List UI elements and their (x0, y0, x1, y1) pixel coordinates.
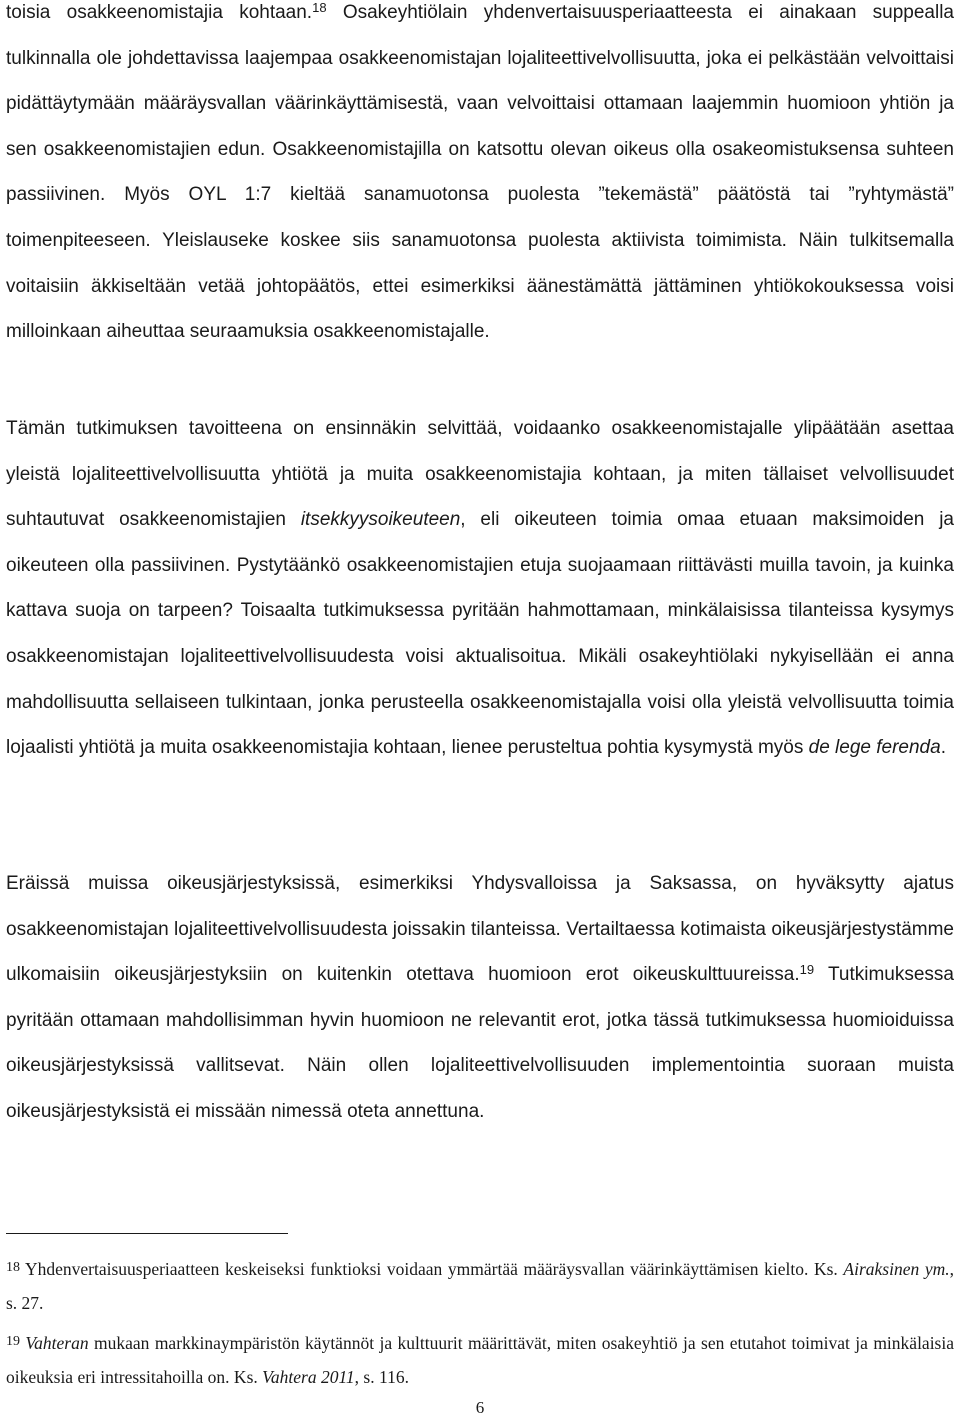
paragraph-1-rest: Osakeyhtiölain yhdenvertaisuusperiaatteesta ei ainakaan suppealla tulkinnalla ole johdettavissa laajempaa osakkeenomistajan lojaliteettivelvollisuutta, joka ei pelkästään velvoittaisi pidättäytymään määräysvallan väärinkäyttämisestä, vaan velvoittaisi ottamaan laajemmin huomioon yhtiön ja sen osakkeenomistajien edun. Osakkeenomistajilla on katsottu olevan oikeus olla osakeomistuksensa suhteen passiivinen. Myös OYL 1:7 kieltää sanamuotonsa puolesta ”tekemästä” päätöstä tai ”ryhtymästä” toimenpiteeseen. Yleislauseke koskee siis sanamuotonsa puolesta aktiivista toimimista. Näin tulkitsemalla voitaisiin äkkiseltään vetää johtopäätös, ettei esimerkiksi äänestämättä jättäminen yhtiökokouksessa voisi milloinkaan aiheuttaa seuraamuksia osakkeenomistajalle. (6, 2, 954, 343)
body-paragraph-3 (6, 861, 954, 1135)
paragraph-2-text-2: , eli oikeuteen toimia omaa etuaan maksimoiden ja oikeuteen olla passiivinen. Pystytäänkö osakkeenomistajien etuja suojaamaan riittävästi muilla tavoin, ja kuinka kattava suoja on tarpeen? Toisaalta tutkimuksessa pyritään hahmottamaan, minkälaisissa tilanteissa kysymys osakkeenomistajan lojaliteettivelvollisuudesta voisi aktualisoitua. Mikäli osakeyhtiölaki nykyisellään ei anna mahdollisuutta sellaiseen tulkintaan, jonka perusteella osakkeenomistajalla voisi olla yleistä velvollisuutta toimia lojaalisti yhtiötä ja muita osakkeenomistajia kohtaan, lienee perusteltua pohtia kysymystä myös (6, 509, 955, 759)
paragraph-3-text-1: Eräissä muissa oikeusjärjestyksissä, esimerkiksi Yhdysvalloissa ja Saksassa, on hyväksytty ajatus osakkeenomistajan lojaliteettivelvollisuudesta joissakin tilanteissa. Vertailtaessa kotimaista oikeusjärjestystämme ulkomaisiin oikeusjärjestyksiin on kuitenkin otettava huomioon erot oikeuskulttuureissa. (6, 873, 954, 986)
paragraph-2-text-3: . (940, 737, 946, 759)
footnote-text: mukaan markkinaympäristön käytännöt ja kulttuurit määrittävät, miten osakeyhtiö ja sen etutahot toimivat ja minkälaisia oikeuksia eri intressitahoilla on. Ks. (6, 1333, 954, 1387)
footnotes (6, 1252, 954, 1400)
footnote-emphasis: Vahteran (25, 1333, 89, 1353)
footnote-text: Yhdenvertaisuusperiaatteen keskeiseksi funktioksi voidaan ymmärtää määräysvallan väärinkäyttämisen kielto. Ks. (20, 1259, 844, 1279)
footnote-text: , s. 116. (354, 1367, 409, 1387)
footnote-emphasis: Airaksinen ym. (843, 1259, 950, 1279)
body-paragraph-2 (6, 406, 954, 771)
paragraph-3-text-2: Tutkimuksessa pyritään ottamaan mahdollisimman hyvin huomioon ne relevantit erot, jotka tässä tutkimuksessa huomioiduissa oikeusjärjestyksissä vallitsevat. Näin ollen lojaliteettivelvollisuuden implementointia suoraan muista oikeusjärjestyksistä ei missään nimessä oteta annettuna. (6, 964, 954, 1122)
footnote-18 (6, 1252, 954, 1320)
paragraph-2-emphasis-2: de lege ferenda (808, 737, 941, 759)
footnote-text: , s. 27. (6, 1259, 954, 1313)
paragraph-2-emphasis-1: itsekkyysoikeuteen (300, 509, 461, 531)
footnote-ref-18[interactable]: 18 (312, 0, 327, 15)
footnote-separator (6, 1233, 288, 1234)
footnote-number: 19 (6, 1334, 20, 1349)
footnote-ref-19[interactable]: 19 (799, 962, 815, 978)
body-paragraph-1 (6, 0, 954, 355)
paragraph-1-start: toisia osakkeenomistajia kohtaan. (6, 2, 313, 23)
footnote-number: 18 (6, 1260, 20, 1275)
footnote-19 (6, 1326, 954, 1394)
page-number: 6 (475, 1398, 485, 1417)
paragraph-2-text-1: Tämän tutkimuksen tavoitteena on ensinnäkin selvittää, voidaanko osakkeenomistajalle ylipäätään asettaa yleistä lojaliteettivelvollisuutta yhtiötä ja muita osakkeenomistajia kohtaan, ja miten tällaiset velvollisuudet suhtautuvat osakkeenomistajien (6, 418, 954, 531)
footnote-emphasis: Vahtera 2011 (262, 1367, 355, 1387)
